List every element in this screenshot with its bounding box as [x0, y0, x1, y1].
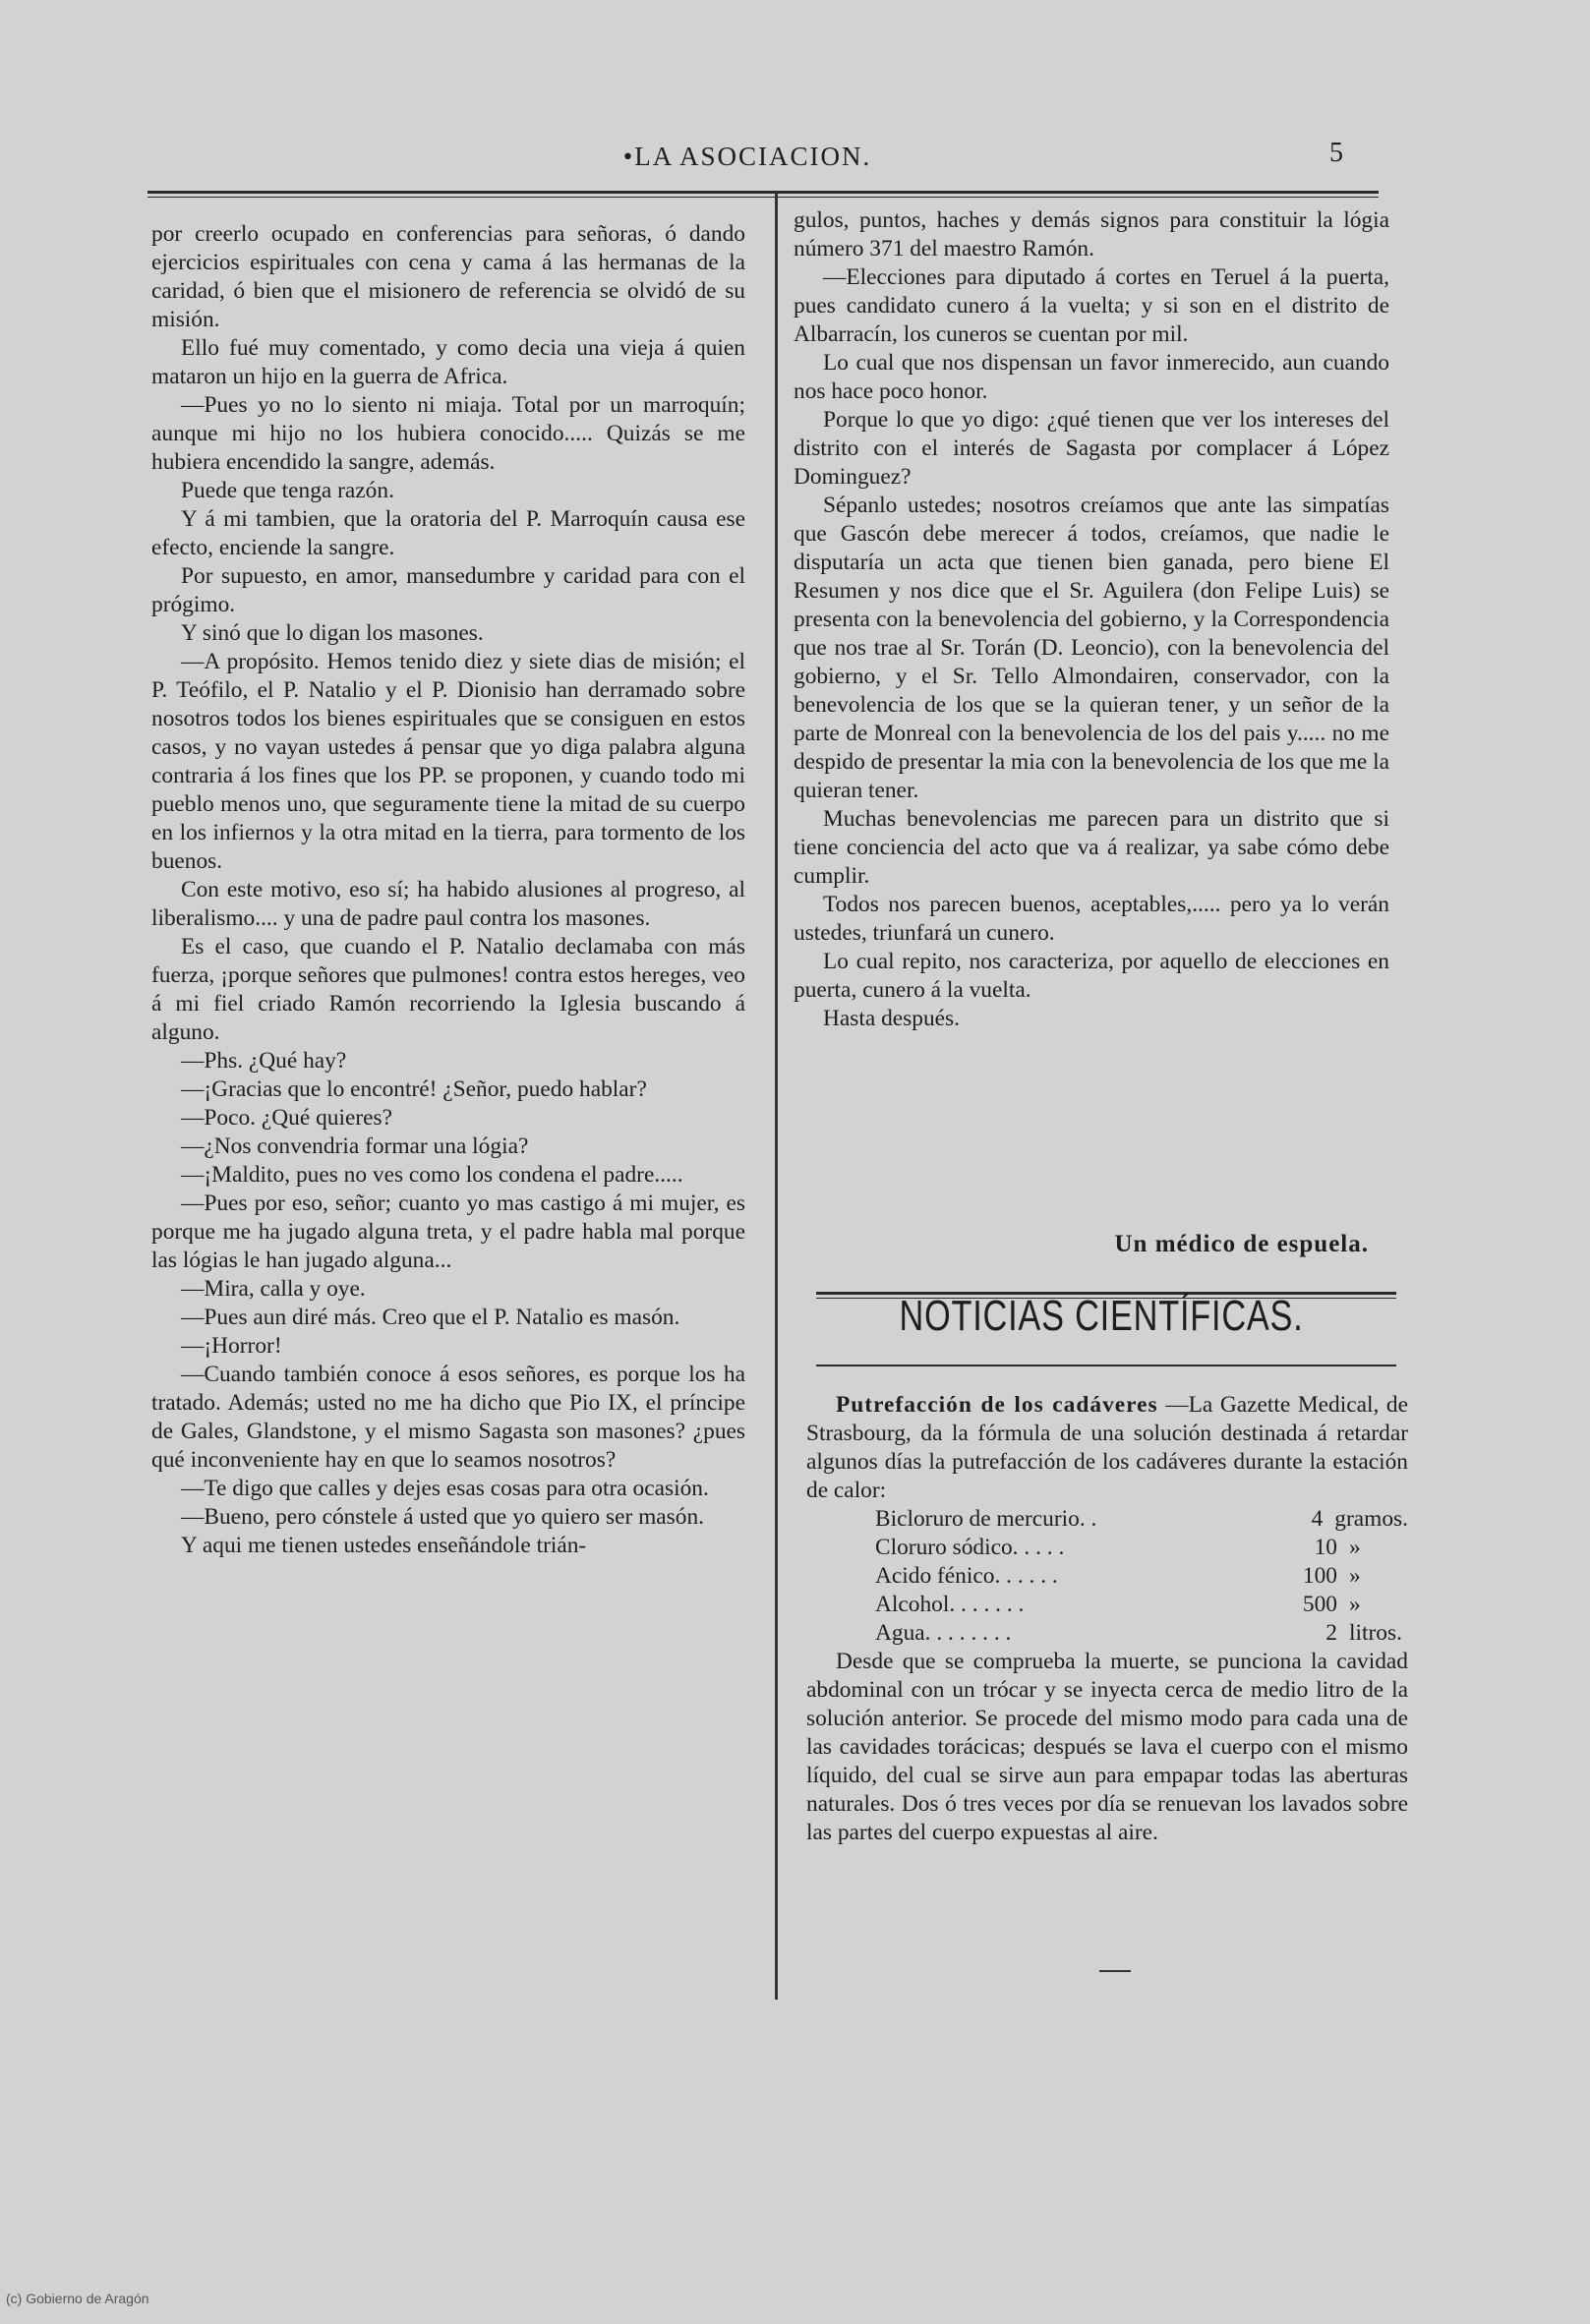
paragraph: —Te digo que calles y dejes esas cosas para otra ocasión. [181, 1476, 709, 1501]
paragraph: —A propósito. Hemos tenido diez y siete dias de misión; el P. Teófilo, el P. Natalio y el P. Dionisio han derramado sobre nosotros todos los bienes espirituales que se consiguen en estos casos, y no vayan ustedes á pensar que yo diga palabra alguna contraria á los fines que los PP. se proponen, y cuando todo mi pueblo menos uno, que seguramente tiene la mitad de su cuerpo en los infiernos y la otra mitad en la tierra, para tormento de los buenos. [151, 649, 745, 874]
article-end-dash [1099, 1970, 1131, 1972]
paragraph: Y sinó que lo digan los masones. [181, 620, 484, 646]
column-divider [775, 193, 778, 2000]
paragraph: —Pues aun diré más. Creo que el P. Natalio es masón. [181, 1305, 680, 1330]
paragraph: Con este motivo, eso sí; ha habido alusiones al progreso, al liberalismo.... y una de padre paul contra los masones. [151, 877, 745, 931]
ingredient-qty: 100 [1302, 1563, 1337, 1589]
ingredient-name: Agua. . . . . . . . [875, 1620, 1012, 1646]
paragraph: Y aqui me tienen ustedes enseñándole trián- [181, 1533, 587, 1558]
paragraph: Hasta después. [823, 1006, 961, 1031]
article-lead-text: —La Gazette Medical, de Strasbourg, da la fórmula de una solución destinada á retardar algunos días la putrefacción de los cadáveres durante la estación de calor: [806, 1392, 1408, 1503]
header-rule [147, 191, 1379, 194]
ingredient-name: Acido fénico. . . . . . [875, 1563, 1058, 1589]
ingredient-qty: 500 [1302, 1592, 1337, 1617]
ingredient-name: Alcohol. . . . . . . [875, 1592, 1025, 1617]
paragraph: —Phs. ¿Qué hay? [181, 1048, 347, 1074]
paragraph: —Poco. ¿Qué quieres? [181, 1105, 392, 1131]
left-column [151, 220, 745, 1560]
paragraph: —Pues yo no lo siento ni miaja. Total por un marroquín; aunque mi hijo no los hubiera conocido..... Quizás se me hubiera encendido la sangre, además. [151, 392, 745, 475]
ingredient-name: Bicloruro de mercurio. . [875, 1506, 1097, 1532]
author-signature: Un médico de espuela. [1114, 1231, 1369, 1257]
copyright-notice: (c) Gobierno de Aragón [6, 2291, 149, 2306]
ingredient-list [806, 1505, 1408, 1648]
ingredient-row [806, 1505, 1408, 1534]
paragraph: —Elecciones para diputado á cortes en Teruel á la puerta, pues candidato cunero á la vuelta; y si son en el distrito de Albarracín, los cuneros se cuentan por mil. [794, 264, 1389, 347]
ingredient-qty: 4 [1311, 1506, 1324, 1532]
paragraph: gulos, puntos, haches y demás signos para constituir la lógia número 371 del maestro Ramón. [794, 207, 1389, 261]
paragraph: Es el caso, que cuando el P. Natalio declamaba con más fuerza, ¡porque señores que pulmones! contra estos hereges, veo á mi fiel criado Ramón recorriendo la Iglesia buscando á alguno. [151, 934, 745, 1045]
paragraph: Muchas benevolencias me parecen para un distrito que si tiene conciencia del acto que va á realizar, ya sabe cómo debe cumplir. [794, 806, 1389, 889]
paragraph: Lo cual que nos dispensan un favor inmerecido, aun cuando nos hace poco honor. [794, 350, 1389, 404]
running-header: •LA ASOCIACION. [622, 142, 872, 171]
ingredient-unit: » [1349, 1563, 1361, 1589]
ingredient-unit: litros. [1349, 1620, 1402, 1646]
paragraph: Puede que tenga razón. [181, 478, 394, 503]
ingredient-row [806, 1591, 1408, 1619]
page-number: 5 [1329, 138, 1343, 168]
section-title: NOTICIAS CIENTÍFICAS. [899, 1292, 1304, 1340]
header-rule-thin [147, 197, 1379, 198]
article-closing: Desde que se comprueba la muerte, se punciona la cavidad abdominal con un trócar y se inyecta cerca de medio litro de la solución anterior. Se procede del mismo modo para cada una de las cavidades torácicas; después se lava el cuerpo con el mismo líquido, del cual se sirve aun para empapar todas las aberturas naturales. Dos ó tres veces por día se renuevan los lavados sobre las partes del cuerpo expuestas al aire. [806, 1649, 1408, 1845]
paragraph: Por supuesto, en amor, mansedumbre y caridad para con el prógimo. [151, 563, 745, 617]
ingredient-qty: 10 [1314, 1535, 1337, 1560]
paragraph: —¡Maldito, pues no ves como los condena el padre..... [181, 1162, 683, 1188]
ingredient-unit: » [1349, 1592, 1361, 1617]
ingredient-unit: » [1349, 1535, 1361, 1560]
ingredient-row [806, 1534, 1408, 1562]
ingredient-name: Cloruro sódico. . . . . [875, 1535, 1065, 1560]
paragraph: —¡Gracias que lo encontré! ¿Señor, puedo hablar? [181, 1076, 647, 1102]
paragraph: Sépanlo ustedes; nosotros creíamos que ante las simpatías que Gascón debe merecer á todos, creíamos, que nadie le disputaría un acta que tienen bien ganada, pero biene El Resumen y nos dice que el Sr. Aguilera (don Felipe Luis) se presenta con la benevolencia del gobierno, y la Correspondencia que nos trae al Sr. Torán (D. Leoncio), con la benevolencia del gobierno, y el Sr. Tello Almondairen, conservador, con la benevolencia de los que se la quieran tener, y un señor de la parte de Monreal con la benevolencia de los del pais y..... no me despido de presentar la mia con la benevolencia de los que me la quieran tener. [794, 493, 1389, 803]
paragraph: —Cuando también conoce á esos señores, es porque los ha tratado. Además; usted no me ha dicho que Pio IX, el príncipe de Gales, Glandstone, y el mismo Sagasta son masones? ¿pues qué inconveniente hay en que lo seamos nosotros? [151, 1362, 745, 1473]
right-column [794, 206, 1389, 1033]
paragraph: Lo cual repito, nos caracteriza, por aquello de elecciones en puerta, cunero á la vuelta. [794, 949, 1389, 1003]
paragraph: —¿Nos convendria formar una lógia? [181, 1133, 529, 1159]
paragraph: —¡Horror! [181, 1333, 282, 1359]
paragraph: Ello fué muy comentado, y como decia una vieja á quien mataron un hijo en la guerra de Africa. [151, 335, 745, 389]
article-heading: Putrefacción de los cadáveres [836, 1392, 1158, 1418]
ingredient-row [806, 1562, 1408, 1591]
article-lead [806, 1391, 1408, 1505]
paragraph: Y á mi tambien, que la oratoria del P. Marroquín causa ese efecto, enciende la sangre. [151, 506, 745, 560]
paragraph: —Pues por eso, señor; cuanto yo mas castigo á mi mujer, es porque me ha jugado alguna treta, y el padre habla mal porque las lógias le han jugado alguna... [151, 1191, 745, 1273]
paragraph: Porque lo que yo digo: ¿qué tienen que ver los intereses del distrito con el interés de Sagasta por complacer á López Dominguez? [794, 407, 1389, 490]
section-rule-bottom [816, 1365, 1396, 1366]
paragraph: por creerlo ocupado en conferencias para señoras, ó dando ejercicios espirituales con cena y cama á las hermanas de la caridad, ó bien que el misionero de referencia se olvidó de su misión. [151, 221, 745, 332]
paragraph: —Bueno, pero cónstele á usted que yo quiero ser masón. [181, 1504, 704, 1530]
ingredient-qty: 2 [1325, 1620, 1337, 1646]
paragraph: Todos nos parecen buenos, aceptables,..... pero ya lo verán ustedes, triunfará un cunero. [794, 892, 1389, 946]
science-article [806, 1391, 1408, 1847]
ingredient-row [806, 1619, 1408, 1648]
paragraph: —Mira, calla y oye. [181, 1276, 366, 1302]
ingredient-unit: gramos. [1334, 1506, 1408, 1532]
